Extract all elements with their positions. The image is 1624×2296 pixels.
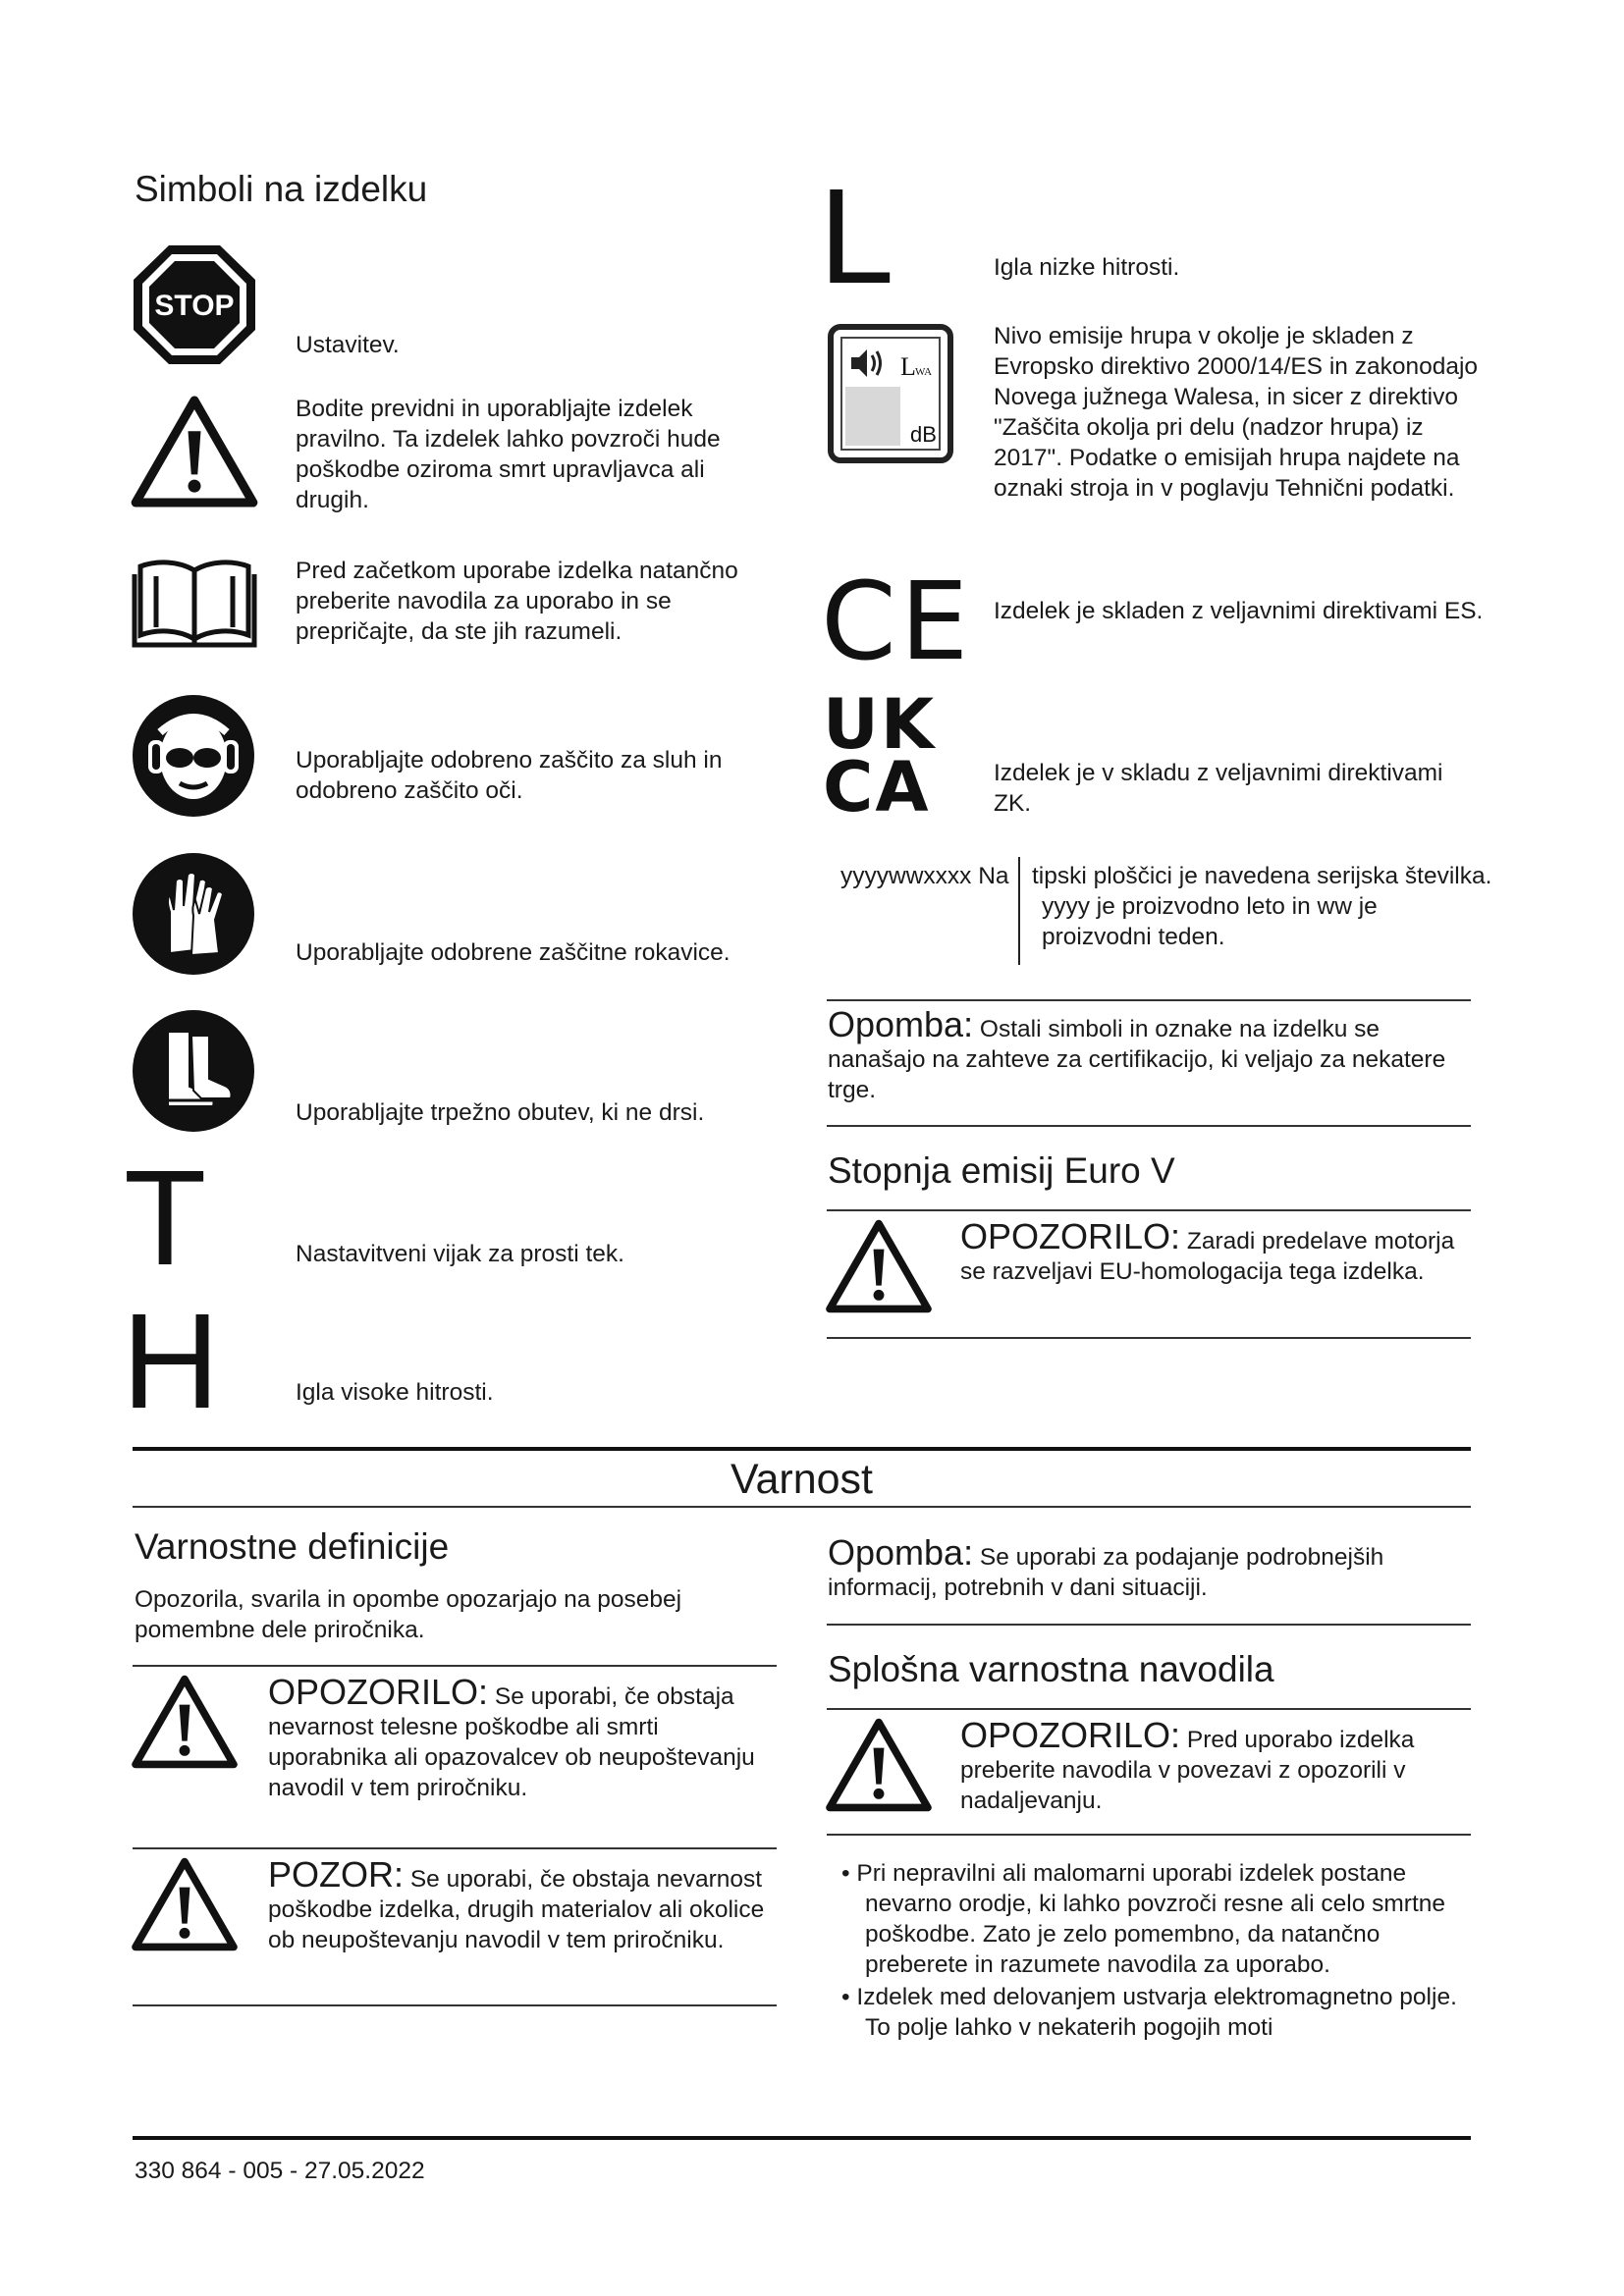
safety-bottom-rule (133, 1506, 1471, 1508)
gloves-icon (131, 851, 256, 977)
warning-def (268, 1672, 774, 1803)
noise-db-text: dB (910, 422, 937, 447)
noise-l-text: L (900, 352, 916, 381)
ukca-text: Izdelek je v skladu z veljavnimi direktivami ZK. (994, 760, 1443, 817)
stop-sign-icon (131, 242, 258, 367)
caution-def (268, 1854, 774, 1955)
ear-eye-protection-icon (131, 693, 256, 819)
h-letter-icon: H (122, 1286, 220, 1437)
euro-warning-bottom-rule (827, 1337, 1471, 1339)
note1-bottom-rule (827, 1125, 1471, 1127)
h-needle-text: Igla visoke hitrosti. (296, 1379, 494, 1406)
ukca-line-1: UK (823, 684, 937, 765)
warning-def-top-rule (133, 1665, 777, 1667)
safety-top-rule (133, 1447, 1471, 1451)
symbols-heading: Simboli na izdelku (135, 169, 428, 209)
note1 (828, 1004, 1456, 1105)
noise-text: Nivo emisije hrupa v okolje je skladen z Evropsko direktivo 2000/14/ES in zakonodajo Novega južnega Walesa, in sicer z direktivo "Zaščita okolja pri delu (nadzor hrupa) iz 2017". Podatke o emisijah hrupa najdete na oznaki stroja in v poglavju Tehnični podatki. (994, 323, 1479, 502)
ukca-line-2: CA (823, 747, 931, 828)
t-letter-icon: T (124, 1143, 207, 1294)
euro-warning-top-rule (827, 1209, 1471, 1211)
ukca-mark-icon (823, 684, 937, 828)
l-needle-text: Igla nizke hitrosti. (994, 254, 1180, 281)
note-def-bottom-rule (827, 1624, 1471, 1626)
ce-mark-icon: CE (821, 559, 973, 684)
definitions-text: Opozorila, svarila in opombe opozarjajo na posebej pomembne dele priročnika. (135, 1586, 682, 1643)
manual-text: Pred začetkom uporabe izdelka natančno preberite navodila za uporabo in se prepričajte, da ste jih razumeli. (296, 558, 738, 645)
warning-text: Bodite previdni in uporabljajte izdelek pravilno. Ta izdelek lahko povzroči hude poškodbe oziroma smrt upravljavca ali drugih. (296, 396, 721, 513)
stop-sign-text: STOP (154, 290, 235, 322)
bullet-item-2-text: Izdelek med delovanjem ustvarja elektromagnetno polje. To polje lahko v nekaterih pogojih moti (856, 1984, 1457, 2041)
note1-text: Ostali simboli in oznake na izdelku se nanašajo na zahteve za certifikacijo, ki veljajo za nekatere trge. (828, 1016, 1446, 1103)
stop-text: Ustavitev. (296, 332, 400, 358)
bullet-item-1-text: Pri nepravilni ali malomarni uporabi izdelek postane nevarno orodje, ki lahko povzroči resne ali celo smrtne poškodbe. Zato je zelo pomembno, da natančno preberete in razumete navodila za uporabo. (856, 1860, 1446, 1978)
general-heading: Splošna varnostna navodila (828, 1649, 1274, 1689)
footer-rule (133, 2136, 1471, 2140)
warning-triangle-icon (131, 393, 258, 510)
warning-def-text: Se uporabi, če obstaja nevarnost telesne poškodbe ali smrti uporabnika ali opazovalcev ob neupoštevanju navodil v tem priročniku. (268, 1683, 755, 1801)
footer-doc-number: 330 864 - 005 - 27.05.2022 (135, 2158, 425, 2184)
bullet-list (828, 1858, 1466, 2043)
note-def-text: Se uporabi za podajanje podrobnejših informacij, potrebnih v dani situaciji. (828, 1544, 1384, 1601)
bullet-item-2: • Izdelek med delovanjem ustvarja elektromagnetno polje. To polje lahko v nekaterih pogojih moti (841, 1984, 1457, 2041)
euro-heading: Stopnja emisij Euro V (828, 1150, 1175, 1191)
warning-def-triangle-icon (131, 1673, 239, 1771)
note-def (828, 1532, 1456, 1603)
note1-top-rule (827, 999, 1471, 1001)
serial-text-start: Na (978, 863, 1009, 889)
ce-text: Izdelek je skladen z veljavnimi direktivami ES. (994, 598, 1484, 624)
boots-text: Uporabljajte trpežno obutev, ki ne drsi. (296, 1099, 705, 1126)
general-warning (960, 1715, 1466, 1816)
euro-warning-triangle-icon (825, 1217, 933, 1315)
warning-def-label: OPOZORILO: (268, 1672, 489, 1712)
serial-code (840, 861, 1009, 891)
euro-warning (960, 1216, 1466, 1287)
boots-icon (131, 1008, 256, 1134)
note1-label: Opomba: (828, 1004, 974, 1044)
caution-def-triangle-icon (131, 1855, 239, 1953)
bullet-item-1: • Pri nepravilni ali malomarni uporabi izdelek postane nevarno orodje, ki lahko povzroči resne ali celo smrtne poškodbe. Zato je zelo pomembno, da natančno preberete in razumete navodila za uporabo. (841, 1860, 1446, 1978)
general-warning-text: Pred uporabo izdelka preberite navodila v povezavi z opozorili v nadaljevanju. (960, 1727, 1415, 1814)
serial-divider (1018, 857, 1020, 965)
caution-def-top-rule (133, 1847, 777, 1849)
noise-wa-text: WA (915, 366, 933, 378)
caution-def-text: Se uporabi, če obstaja nevarnost poškodbe izdelka, drugih materialov ali okolice ob neupoštevanju navodil v tem priročniku. (268, 1866, 765, 1953)
caution-def-bottom-rule (133, 2004, 777, 2006)
note-def-label: Opomba: (828, 1532, 974, 1573)
l-letter-icon: L (819, 161, 894, 312)
noise-level-label-icon (828, 324, 953, 463)
general-warning-triangle-icon (825, 1716, 933, 1814)
general-warning-label: OPOZORILO: (960, 1715, 1181, 1755)
euro-warning-text: Zaradi predelave motorja se razveljavi EU-homologacija tega izdelka. (960, 1228, 1455, 1285)
t-screw-text: Nastavitveni vijak za prosti tek. (296, 1241, 624, 1267)
serial-code-value: yyyywwxxxx (840, 863, 972, 889)
general-warning-bottom-rule (827, 1834, 1471, 1836)
gloves-text: Uporabljajte odobrene zaščitne rokavice. (296, 939, 731, 966)
euro-warning-label: OPOZORILO: (960, 1216, 1181, 1256)
caution-def-label: POZOR: (268, 1854, 405, 1895)
serial-text: tipski ploščici je navedena serijska številka. yyyy je proizvodno leto in ww je proizvodni teden. (1032, 863, 1492, 950)
ear-eye-text: Uporabljajte odobreno zaščito za sluh in odobreno zaščito oči. (296, 747, 723, 804)
safety-title: Varnost (731, 1456, 873, 1503)
definitions-heading: Varnostne definicije (135, 1526, 450, 1567)
manual-book-icon (131, 557, 258, 651)
general-warning-top-rule (827, 1708, 1471, 1710)
